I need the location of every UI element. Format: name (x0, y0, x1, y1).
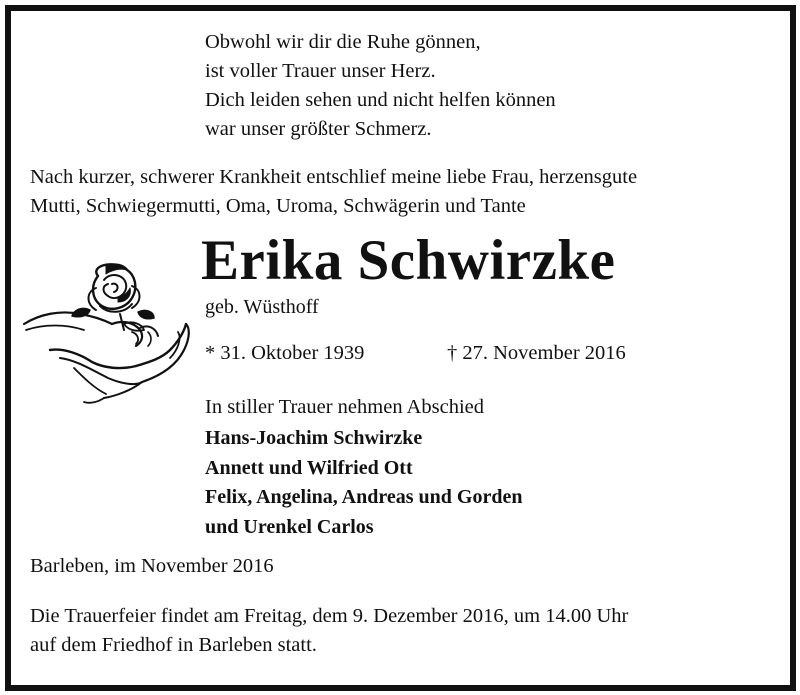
intro-line: Mutti, Schwiegermutti, Oma, Uroma, Schwägerin und Tante (30, 195, 526, 217)
mourner-line: Felix, Angelina, Andreas und Gorden (205, 486, 523, 508)
poem (205, 28, 556, 144)
funeral-line: auf dem Friedhof in Barleben statt. (30, 634, 317, 656)
funeral-line: Die Trauerfeier findet am Freitag, dem 9. Dezember 2016, um 14.00 Uhr (30, 605, 629, 627)
deceased-name: Erika Schwirzke (201, 229, 616, 292)
mourners-list (205, 424, 522, 542)
poem-line: war unser größter Schmerz. (205, 118, 432, 140)
mourner-line: Hans-Joachim Schwirzke (205, 427, 423, 449)
birth-date: * 31. Oktober 1939 (205, 342, 365, 364)
mourner-line: und Urenkel Carlos (205, 515, 374, 538)
death-date: † 27. November 2016 (447, 342, 626, 364)
rose-in-hands-icon (20, 258, 200, 408)
mourner-line: Annett und Wilfried Ott (205, 456, 413, 479)
birth-name: geb. Wüsthoff (205, 296, 319, 318)
intro-text (30, 163, 637, 221)
poem-line: ist voller Trauer unser Herz. (205, 60, 436, 82)
intro-line: Nach kurzer, schwerer Krankheit entschlief meine liebe Frau, herzensgute (30, 166, 638, 188)
poem-line: Obwohl wir dir die Ruhe gönnen, (205, 31, 481, 53)
place-date: Barleben, im November 2016 (30, 555, 274, 577)
poem-line: Dich leiden sehen und nicht helfen können (205, 89, 556, 111)
funeral-notice (30, 602, 628, 660)
farewell-text: In stiller Trauer nehmen Abschied (205, 396, 484, 418)
